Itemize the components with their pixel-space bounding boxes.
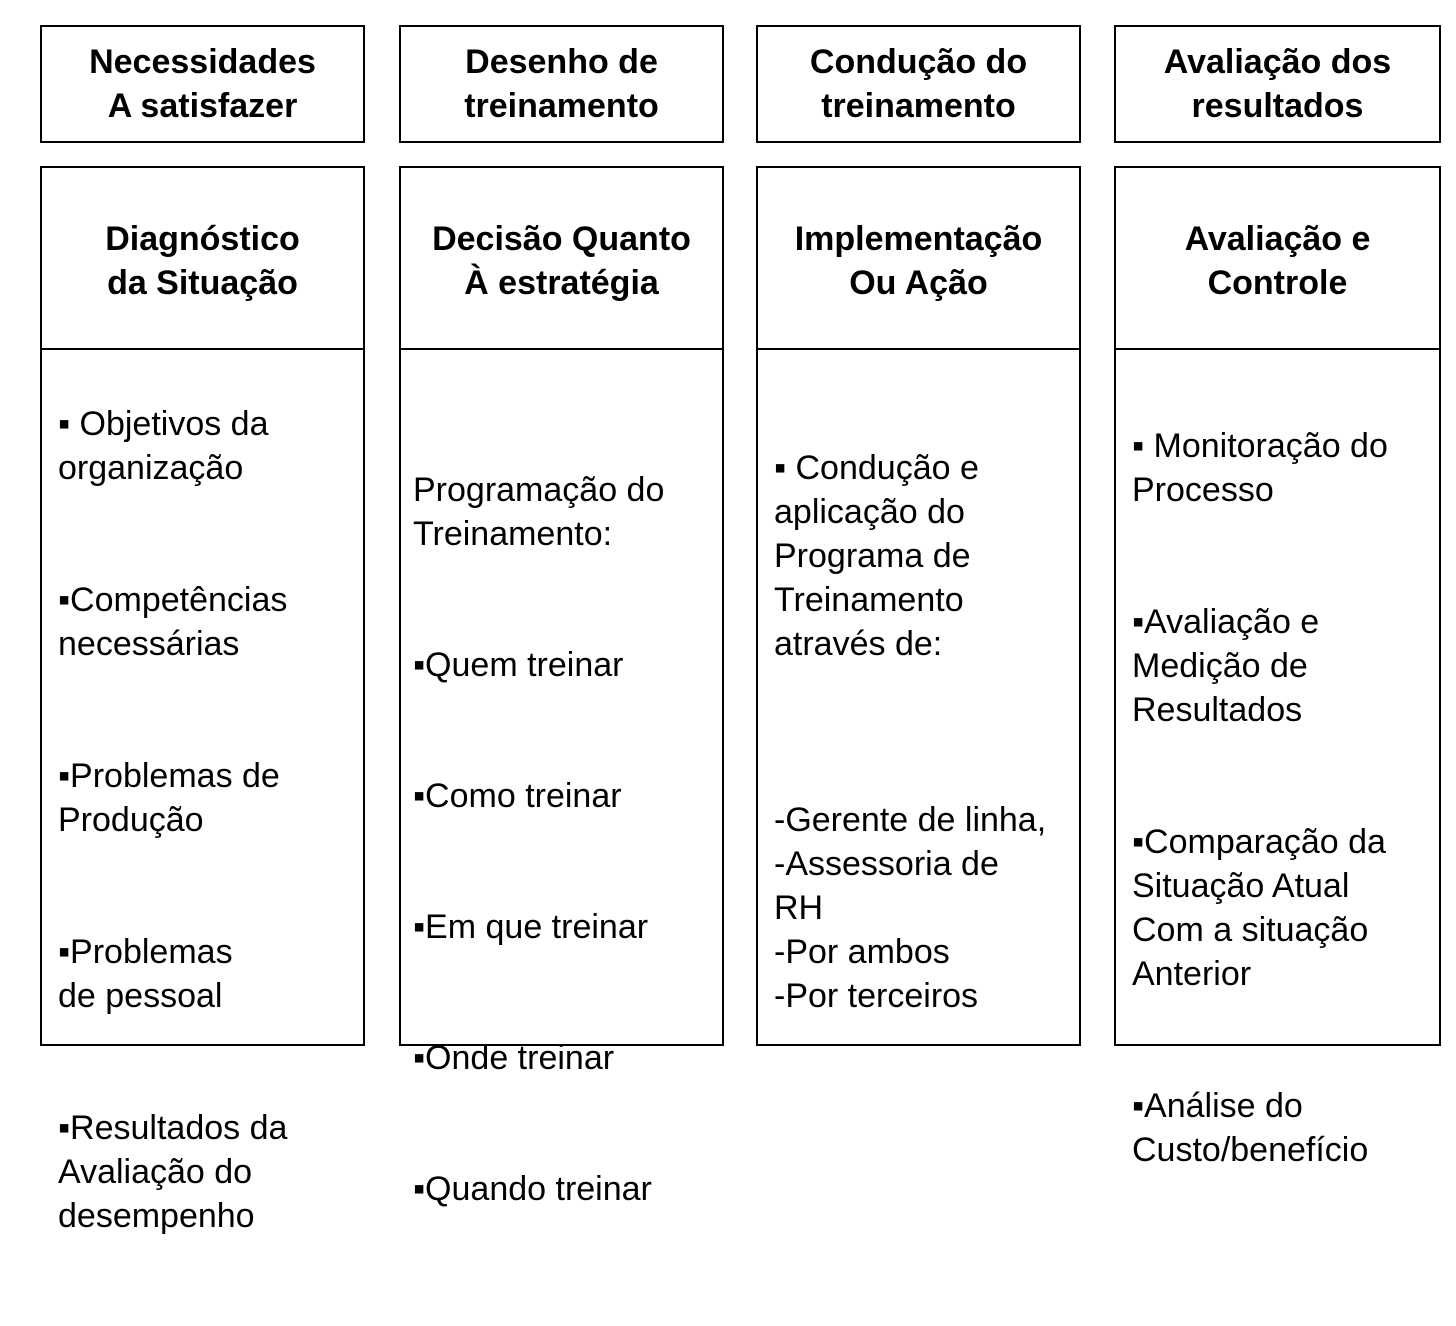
- column-4-stage-title: Avaliação e Controle: [1116, 168, 1439, 350]
- list-item: ▪Problemas de pessoal: [58, 933, 233, 1015]
- list-item: -Gerente de linha, -Assessoria de RH -Por ambos -Por terceiros: [774, 801, 1047, 1015]
- column-3-stage-box: [756, 166, 1081, 1046]
- column-3-stage-title: Implementação Ou Ação: [758, 168, 1079, 350]
- list-item: [774, 710, 1079, 754]
- column-3-header: Condução do treinamento: [756, 25, 1081, 143]
- list-item: ▪Quem treinar: [413, 646, 624, 684]
- list-item: ▪Competências necessárias: [58, 581, 288, 663]
- list-item: ▪Quando treinar: [413, 1170, 652, 1208]
- column-3-stage-body: [758, 350, 1079, 1044]
- list-item: ▪Como treinar: [413, 777, 622, 815]
- column-2-stage-title: Decisão Quanto À estratégia: [401, 168, 722, 350]
- list-item: ▪Resultados da Avaliação do desempenho: [58, 1109, 288, 1235]
- column-1-stage-title: Diagnóstico da Situação: [42, 168, 363, 350]
- column-4-header: Avaliação dos resultados: [1114, 25, 1441, 143]
- list-item: ▪Problemas de Produção: [58, 757, 280, 839]
- list-item: Programação do Treinamento:: [413, 471, 665, 553]
- list-item: ▪ Monitoração do Processo: [1132, 427, 1388, 509]
- column-1-header: Necessidades A satisfazer: [40, 25, 365, 143]
- list-item: ▪Análise do Custo/benefício: [1132, 1087, 1369, 1169]
- list-item: ▪ Objetivos da organização: [58, 405, 269, 487]
- column-4-stage-box: [1114, 166, 1441, 1169]
- list-item: ▪Em que treinar: [413, 908, 649, 946]
- column-1-stage-body: [42, 350, 363, 1235]
- column-2-header: Desenho de treinamento: [399, 25, 724, 143]
- column-4-stage-body: [1116, 350, 1439, 1169]
- column-2-stage-body: [401, 350, 722, 1208]
- column-2-stage-box: [399, 166, 724, 1208]
- list-item: ▪Comparação da Situação Atual Com a situação Anterior: [1132, 823, 1386, 993]
- column-1-stage-box: [40, 166, 365, 1235]
- list-item: ▪ Condução e aplicação do Programa de Treinamento através de:: [774, 449, 979, 663]
- list-item: ▪Onde treinar: [413, 1039, 615, 1077]
- list-item: ▪Avaliação e Medição de Resultados: [1132, 603, 1320, 729]
